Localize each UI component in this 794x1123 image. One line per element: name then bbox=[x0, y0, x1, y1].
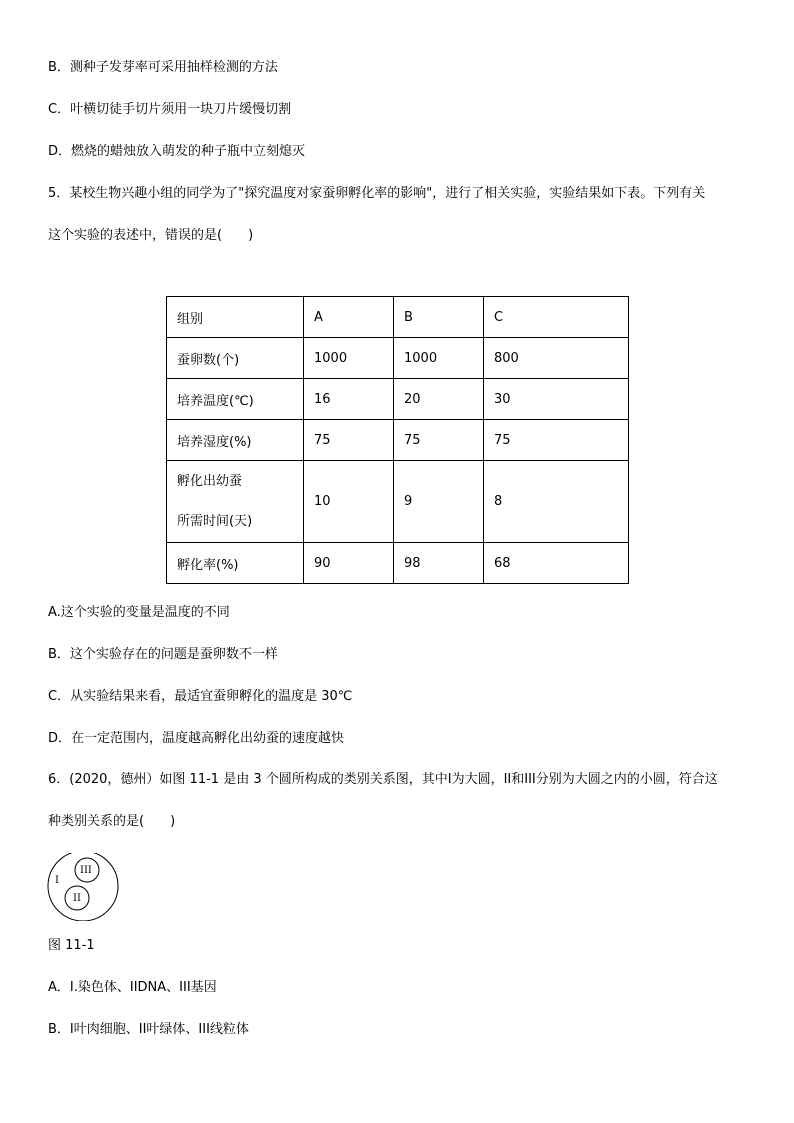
table-row bbox=[167, 338, 629, 379]
table-cell: 75 bbox=[394, 420, 484, 461]
table-cell: 75 bbox=[484, 420, 629, 461]
label-small-bottom: II bbox=[73, 893, 81, 904]
table-cell: 20 bbox=[394, 379, 484, 420]
table-cell: 培养湿度(%) bbox=[167, 420, 304, 461]
table-cell: 1000 bbox=[304, 338, 394, 379]
table-cell: 16 bbox=[304, 379, 394, 420]
table-cell: 9 bbox=[394, 461, 484, 543]
option-4c: C．叶横切徒手切片须用一块刀片缓慢切割 bbox=[48, 102, 292, 117]
table-header-row bbox=[167, 297, 629, 338]
category-relationship-figure bbox=[46, 853, 122, 921]
table-cell: B bbox=[394, 297, 484, 338]
label-small-top: III bbox=[80, 865, 92, 876]
table-cell: 90 bbox=[304, 543, 394, 584]
table-cell: 培养温度(℃) bbox=[167, 379, 304, 420]
table-row bbox=[167, 543, 629, 584]
question-6-stem-line2: 种类别关系的是( ) bbox=[48, 814, 176, 829]
table-cell-line: 所需时间(天) bbox=[177, 513, 253, 529]
option-5d: D．在一定范围内，温度越高孵化出幼蚕的速度越快 bbox=[48, 731, 345, 746]
question-5-stem-line1: 5．某校生物兴趣小组的同学为了"探究温度对家蚕卵孵化率的影响"，进行了相关实验，实验结果如下表。下列有关 bbox=[48, 186, 706, 201]
table-cell: 1000 bbox=[394, 338, 484, 379]
big-circle bbox=[48, 853, 118, 921]
option-4d: D．燃烧的蜡烛放入萌发的种子瓶中立刻熄灭 bbox=[48, 144, 306, 159]
table-row bbox=[167, 420, 629, 461]
table-row bbox=[167, 461, 629, 543]
table-cell: 孵化率(%) bbox=[167, 543, 304, 584]
table-cell: 30 bbox=[484, 379, 629, 420]
table-row bbox=[167, 379, 629, 420]
table-cell: A bbox=[304, 297, 394, 338]
table-cell: 75 bbox=[304, 420, 394, 461]
table-cell-line: 孵化出幼蚕 bbox=[177, 473, 243, 489]
table-cell: C bbox=[484, 297, 629, 338]
label-big: I bbox=[55, 875, 59, 886]
option-5b: B．这个实验存在的问题是蚕卵数不一样 bbox=[48, 647, 278, 662]
option-6a: A．I.染色体、IIDNA、III基因 bbox=[48, 980, 217, 995]
table-cell: 98 bbox=[394, 543, 484, 584]
table-cell: 10 bbox=[304, 461, 394, 543]
option-4b: B．测种子发芽率可采用抽样检测的方法 bbox=[48, 60, 278, 75]
option-6b: B．I叶肉细胞、II叶绿体、III线粒体 bbox=[48, 1022, 249, 1037]
table-cell: 68 bbox=[484, 543, 629, 584]
question-5-stem-line2: 这个实验的表述中，错误的是( ) bbox=[48, 228, 254, 243]
option-5c: C．从实验结果来看，最适宜蚕卵孵化的温度是 30℃ bbox=[48, 689, 353, 704]
table-cell: 800 bbox=[484, 338, 629, 379]
question-6-stem-line1: 6．(2020，德州）如图 11-1 是由 3 个圆所构成的类别关系图，其中I为大圆，II和III分别为大圆之内的小圆，符合这 bbox=[48, 772, 718, 787]
table-cell: 蚕卵数(个) bbox=[167, 338, 304, 379]
option-5a: A.这个实验的变量是温度的不同 bbox=[48, 605, 230, 620]
figure-caption: 图 11-1 bbox=[48, 938, 95, 953]
table-cell bbox=[167, 461, 304, 543]
table-cell: 8 bbox=[484, 461, 629, 543]
experiment-table bbox=[166, 296, 629, 584]
table-cell: 组别 bbox=[167, 297, 304, 338]
